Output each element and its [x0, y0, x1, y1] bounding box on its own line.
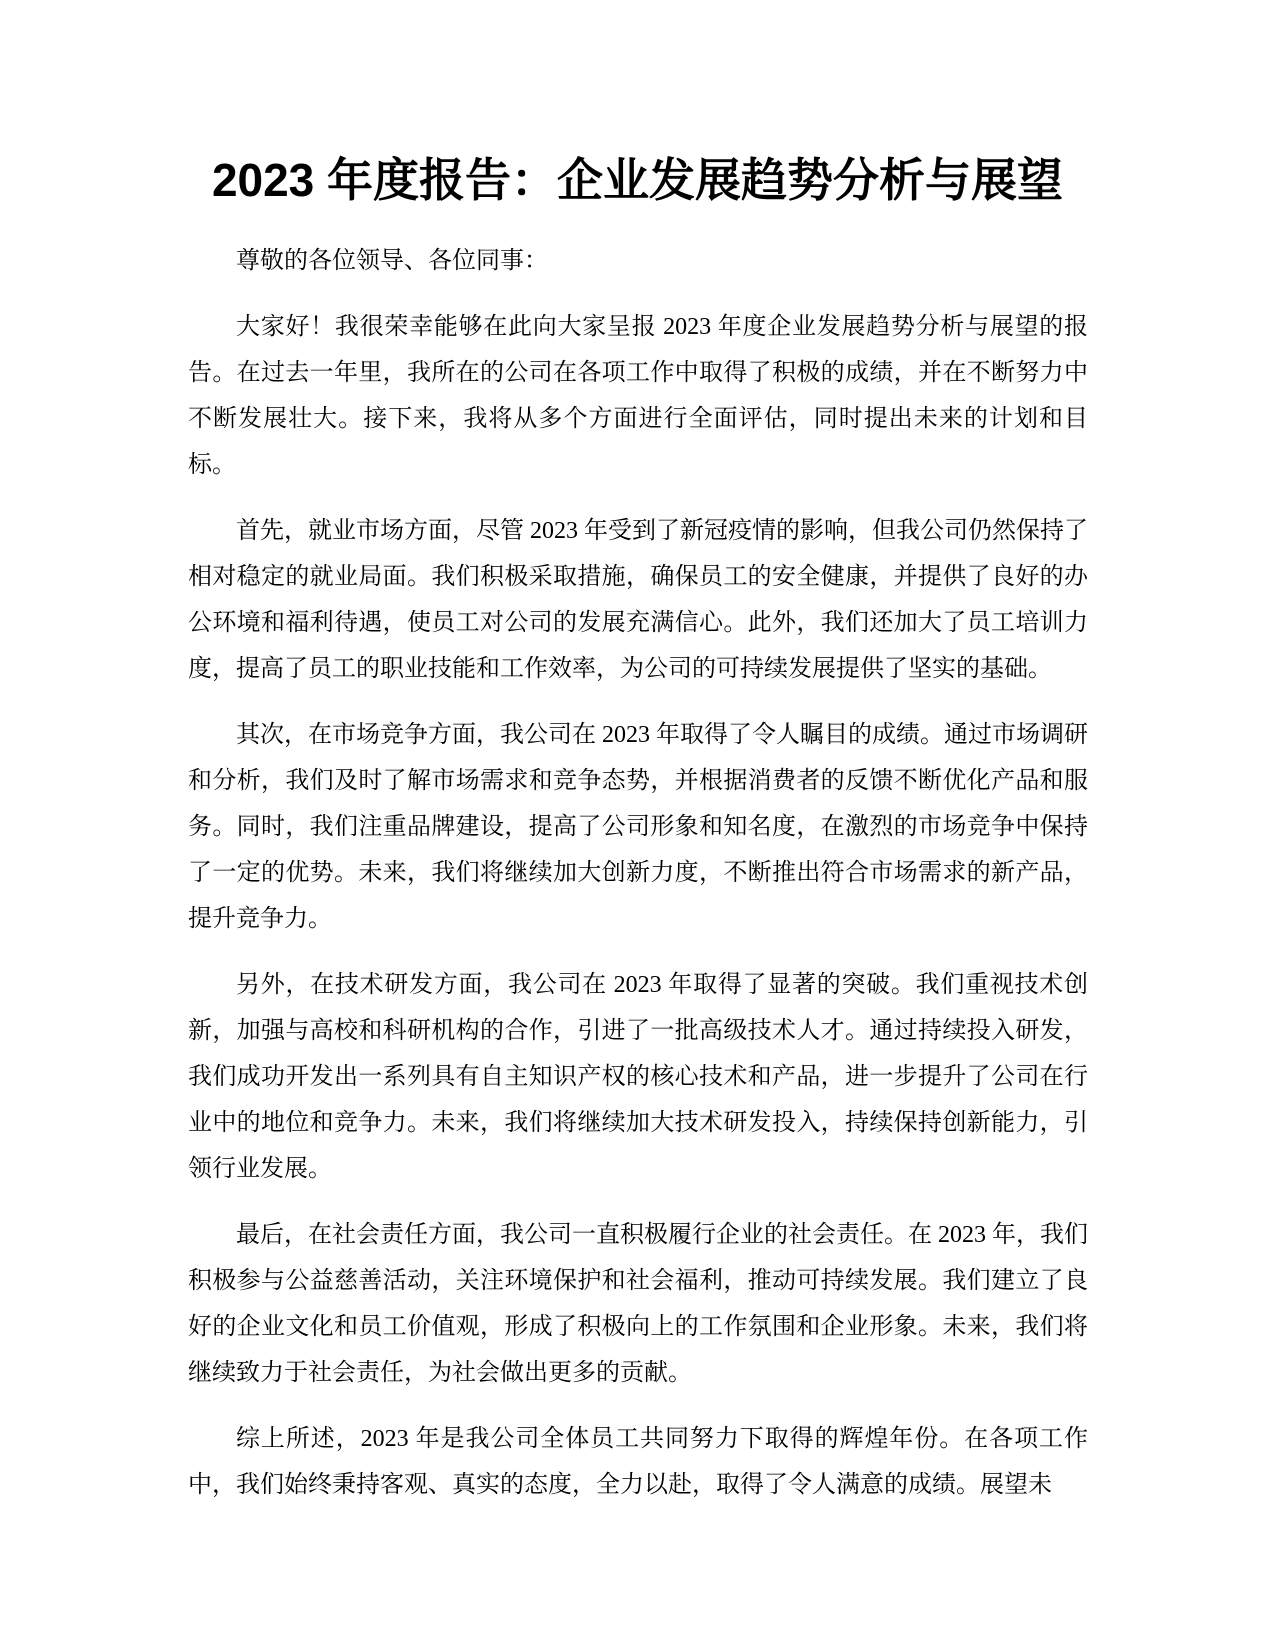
technology-rd-paragraph: 另外，在技术研发方面，我公司在 2023 年取得了显著的突破。我们重视技术创新，加强与高校和科研机构的合作，引进了一批高级技术人才。通过持续投入研发，我们成功开发出一系列具有自主知识产权的核心技术和产品，进一步提升了公司在行业中的地位和竞争力。未来，我们将继续加大技术研发投入，持续保持创新能力，引领行业发展。 — [188, 972, 1088, 1182]
salutation-paragraph: 尊敬的各位领导、各位同事： — [236, 248, 548, 274]
document-title: 2023 年度报告：企业发展趋势分析与展望 — [211, 154, 1064, 206]
market-competition-paragraph: 其次，在市场竞争方面，我公司在 2023 年取得了令人瞩目的成绩。通过市场调研和分析，我们及时了解市场需求和竞争态势，并根据消费者的反馈不断优化产品和服务。同时，我们注重品牌建设，提高了公司形象和知名度，在激烈的市场竞争中保持了一定的优势。未来，我们将继续加大创新力度，不断推出符合市场需求的新产品，提升竞争力。 — [188, 722, 1088, 932]
intro-paragraph: 大家好！我很荣幸能够在此向大家呈报 2023 年度企业发展趋势分析与展望的报告。在过去一年里，我所在的公司在各项工作中取得了积极的成绩，并在不断努力中不断发展壮大。接下来，我将从多个方面进行全面评估，同时提出未来的计划和目标。 — [188, 314, 1088, 478]
document-body — [188, 238, 1088, 1528]
employment-paragraph: 首先，就业市场方面，尽管 2023 年受到了新冠疫情的影响，但我公司仍然保持了相对稳定的就业局面。我们积极采取措施，确保员工的安全健康，并提供了良好的办公环境和福利待遇，使员工对公司的发展充满信心。此外，我们还加大了员工培训力度，提高了员工的职业技能和工作效率，为公司的可持续发展提供了坚实的基础。 — [188, 518, 1088, 682]
summary-paragraph: 综上所述，2023 年是我公司全体员工共同努力下取得的辉煌年份。在各项工作中，我们始终秉持客观、真实的态度，全力以赴，取得了令人满意的成绩。展望未 — [188, 1426, 1088, 1498]
social-responsibility-paragraph: 最后，在社会责任方面，我公司一直积极履行企业的社会责任。在 2023 年，我们积极参与公益慈善活动，关注环境保护和社会福利，推动可持续发展。我们建立了良好的企业文化和员工价值观，形成了积极向上的工作氛围和企业形象。未来，我们将继续致力于社会责任，为社会做出更多的贡献。 — [188, 1222, 1088, 1386]
